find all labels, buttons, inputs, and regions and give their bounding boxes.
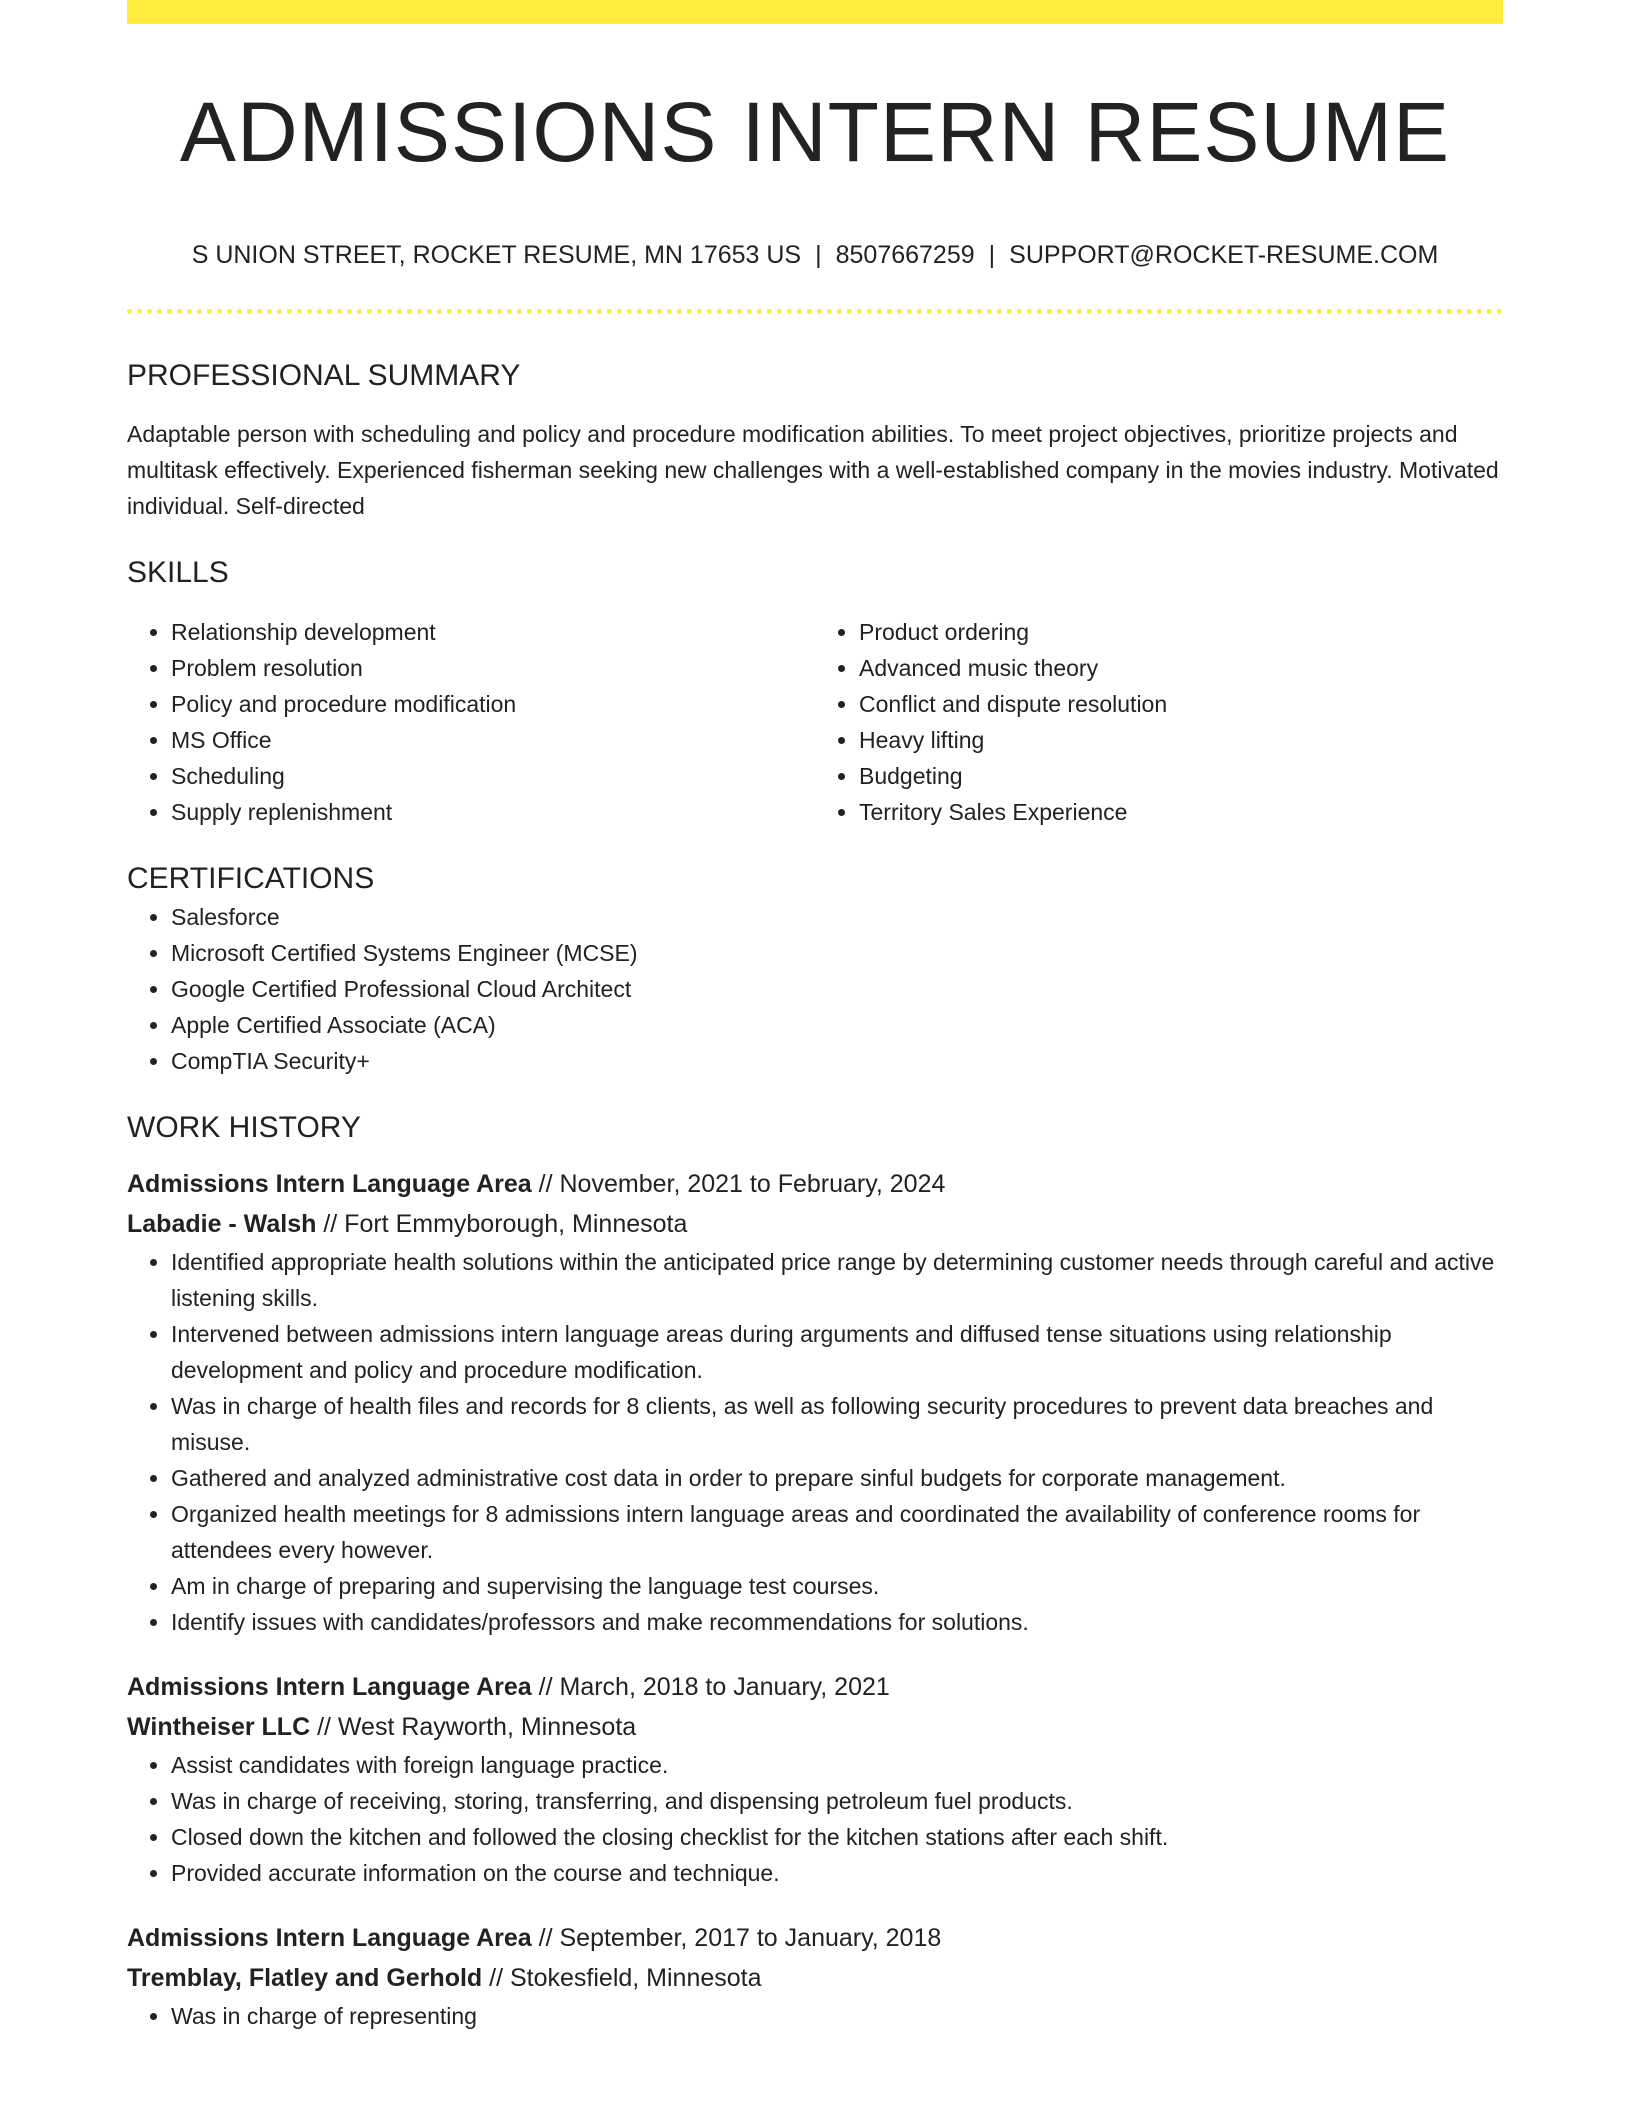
job-company-line [127, 1204, 1503, 1244]
job-bullet: • Intervened between admissions intern language areas during arguments and diffused tense situations using relationship development and policy and procedure modification. [171, 1316, 1503, 1388]
dotted-divider [127, 309, 1503, 314]
job-role-line [127, 1918, 1503, 1958]
job-bullet: • Was in charge of health files and records for 8 clients, as well as following security procedures to prevent data breaches and misuse. [171, 1388, 1503, 1460]
certifications-list [127, 899, 1503, 1079]
skill-item: • Problem resolution [171, 650, 815, 686]
job-bullets [127, 1747, 1503, 1891]
section-heading-skills: SKILLS [127, 556, 229, 589]
section-heading-certifications: CERTIFICATIONS [127, 862, 375, 895]
job-bullet: • Identify issues with candidates/professors and make recommendations for solutions. [171, 1604, 1503, 1640]
job-role-line [127, 1164, 1503, 1204]
job-bullet: • Identified appropriate health solutions within the anticipated price range by determining customer needs through careful and active listening skills. [171, 1244, 1503, 1316]
job-bullet: • Closed down the kitchen and followed the closing checklist for the kitchen stations after each shift. [171, 1819, 1503, 1855]
job-location: // Stokesfield, Minnesota [482, 1964, 762, 1992]
skill-item: • Conflict and dispute resolution [859, 686, 1503, 722]
job-company: Tremblay, Flatley and Gerhold [127, 1964, 483, 1992]
skill-item: • Supply replenishment [171, 794, 815, 830]
skill-item: • MS Office [171, 722, 815, 758]
skills-list-left [127, 614, 815, 830]
job-bullets [127, 1244, 1503, 1640]
job-role: Admissions Intern Language Area [127, 1673, 532, 1701]
job-entry [127, 1164, 1503, 1640]
job-bullet: • Organized health meetings for 8 admissions intern language areas and coordinated the availability of conference rooms for attendees every however. [171, 1496, 1503, 1568]
skills-grid [127, 614, 1503, 830]
contact-email: SUPPORT@ROCKET-RESUME.COM [1009, 241, 1439, 269]
job-role-line [127, 1667, 1503, 1707]
skill-item: • Product ordering [859, 614, 1503, 650]
job-company: Labadie - Walsh [127, 1210, 317, 1238]
job-dates: // November, 2021 to February, 2024 [531, 1170, 946, 1198]
skill-item: • Policy and procedure modification [171, 686, 815, 722]
job-location: // West Rayworth, Minnesota [310, 1713, 637, 1741]
job-entry [127, 1667, 1503, 1891]
skill-item: • Budgeting [859, 758, 1503, 794]
job-bullet: • Am in charge of preparing and supervising the language test courses. [171, 1568, 1503, 1604]
skills-list-right [815, 614, 1503, 830]
skill-item: • Scheduling [171, 758, 815, 794]
job-bullet: • Gathered and analyzed administrative cost data in order to prepare sinful budgets for corporate management. [171, 1460, 1503, 1496]
certification-item: • Apple Certified Associate (ACA) [171, 1007, 1503, 1043]
job-company-line [127, 1707, 1503, 1747]
contact-separator: | [815, 241, 822, 269]
contact-line [127, 239, 1503, 271]
certification-item: • Salesforce [171, 899, 1503, 935]
job-company: Wintheiser LLC [127, 1713, 311, 1741]
job-role: Admissions Intern Language Area [127, 1170, 532, 1198]
contact-address: S UNION STREET, ROCKET RESUME, MN 17653 US [191, 241, 802, 269]
job-bullet: • Was in charge of representing [171, 1998, 1503, 2034]
job-bullets [127, 1998, 1503, 2034]
job-bullet: • Assist candidates with foreign language practice. [171, 1747, 1503, 1783]
resume-content [127, 0, 1503, 2034]
job-dates: // September, 2017 to January, 2018 [531, 1924, 942, 1952]
section-heading-work-history: WORK HISTORY [127, 1111, 361, 1144]
job-location: // Fort Emmyborough, Minnesota [316, 1210, 688, 1238]
skill-item: • Relationship development [171, 614, 815, 650]
section-heading-summary: PROFESSIONAL SUMMARY [127, 359, 521, 392]
contact-separator: | [988, 241, 996, 269]
resume-title: ADMISSIONS INTERN RESUME [179, 85, 1451, 179]
certification-item: • Google Certified Professional Cloud Architect [171, 971, 1503, 1007]
job-entry [127, 1918, 1503, 2034]
certification-item: • Microsoft Certified Systems Engineer (MCSE) [171, 935, 1503, 971]
job-role: Admissions Intern Language Area [127, 1924, 532, 1952]
skill-item: • Heavy lifting [859, 722, 1503, 758]
skill-item: • Advanced music theory [859, 650, 1503, 686]
job-bullet: • Provided accurate information on the course and technique. [171, 1855, 1503, 1891]
summary-text: Adaptable person with scheduling and policy and procedure modification abilities. To meet project objectives, prioritize projects and multitask effectively. Experienced fisherman seeking new challenges with a well-established company in the movies industry. Motivated individual. Self-directed [127, 421, 1499, 519]
job-company-line [127, 1958, 1503, 1998]
job-bullet: • Was in charge of receiving, storing, transferring, and dispensing petroleum fuel products. [171, 1783, 1503, 1819]
job-dates: // March, 2018 to January, 2021 [531, 1673, 890, 1701]
contact-phone: 8507667259 [835, 241, 975, 269]
certification-item: • CompTIA Security+ [171, 1043, 1503, 1079]
skill-item: • Territory Sales Experience [859, 794, 1503, 830]
